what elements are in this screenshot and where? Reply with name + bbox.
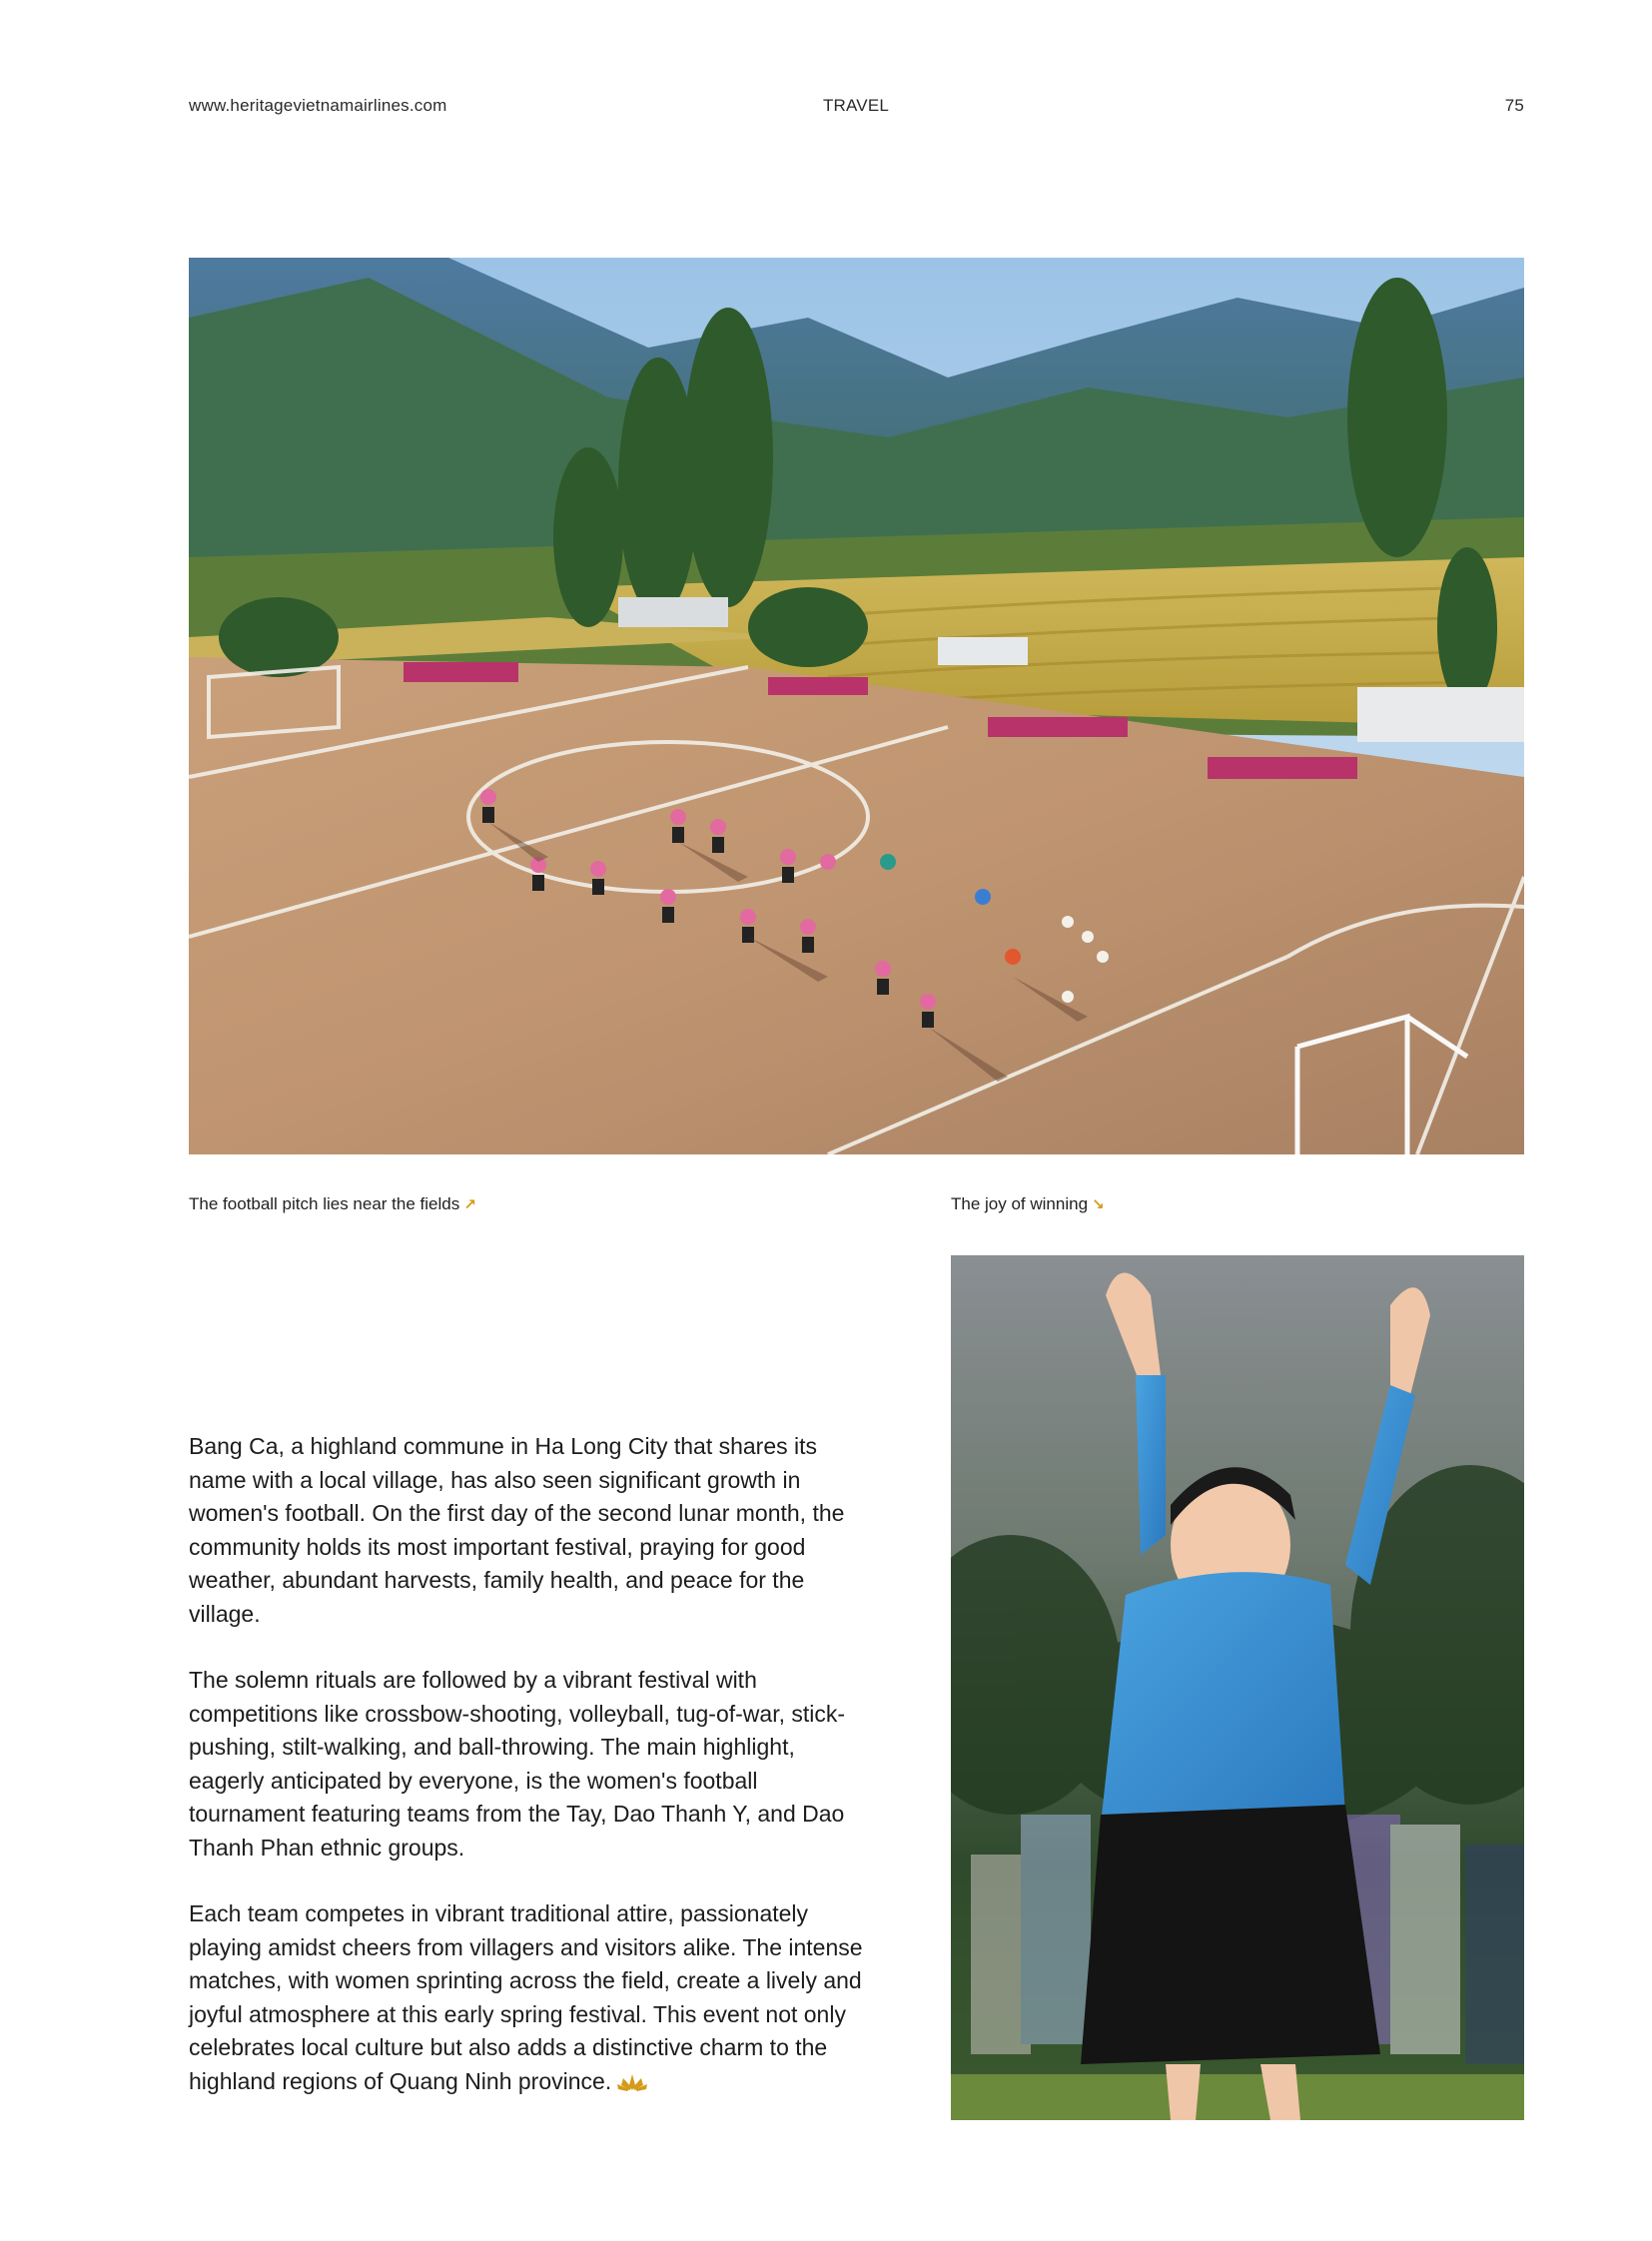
article-paragraph-3-text: Each team competes in vibrant traditional attire, passionately playing amidst cheers from villagers and visitors alike. The intense matches, with women sprinting across the field, create a lively and joyful atmosphere at this early spring festival. This event not only celebrates local culture but also adds a distinctive charm to the highland regions of Quang Ninh province. — [189, 1900, 863, 2094]
arrow-down-right-icon: ↘ — [1092, 1196, 1105, 1213]
football-pitch-photo — [189, 258, 1524, 1154]
arrow-up-right-icon: ↗ — [463, 1196, 476, 1213]
caption-pitch — [189, 1194, 476, 1214]
header-url: www.heritagevietnamairlines.com — [189, 96, 447, 115]
article-paragraph-3 — [189, 1897, 868, 2100]
article-paragraph-1: Bang Ca, a highland commune in Ha Long City that shares its name with a local village, has also seen significant growth in women's football. On the first day of the second lunar month, the community holds its most important festival, praying for good weather, abundant harvests, family health, and peace for the village. — [189, 1433, 845, 1627]
caption-pitch-text: The football pitch lies near the fields — [189, 1194, 460, 1213]
joy-of-winning-photo — [951, 1255, 1524, 2120]
caption-joy-text: The joy of winning — [951, 1194, 1089, 1213]
article-paragraph-2: The solemn rituals are followed by a vibrant festival with competitions like crossbow-shooting, volleyball, tug-of-war, stick-pushing, stilt-walking, and ball-throwing. The main highlight, eagerly anticipated by everyone, is the women's football tournament featuring teams from the Tay, Dao Thanh Y, and Dao Thanh Phan ethnic groups. — [189, 1667, 846, 1861]
article-body — [189, 1430, 868, 2133]
lotus-icon — [617, 2067, 647, 2101]
page-number: 75 — [1504, 96, 1524, 115]
caption-joy — [951, 1194, 1105, 1214]
header-section: TRAVEL — [822, 96, 890, 115]
